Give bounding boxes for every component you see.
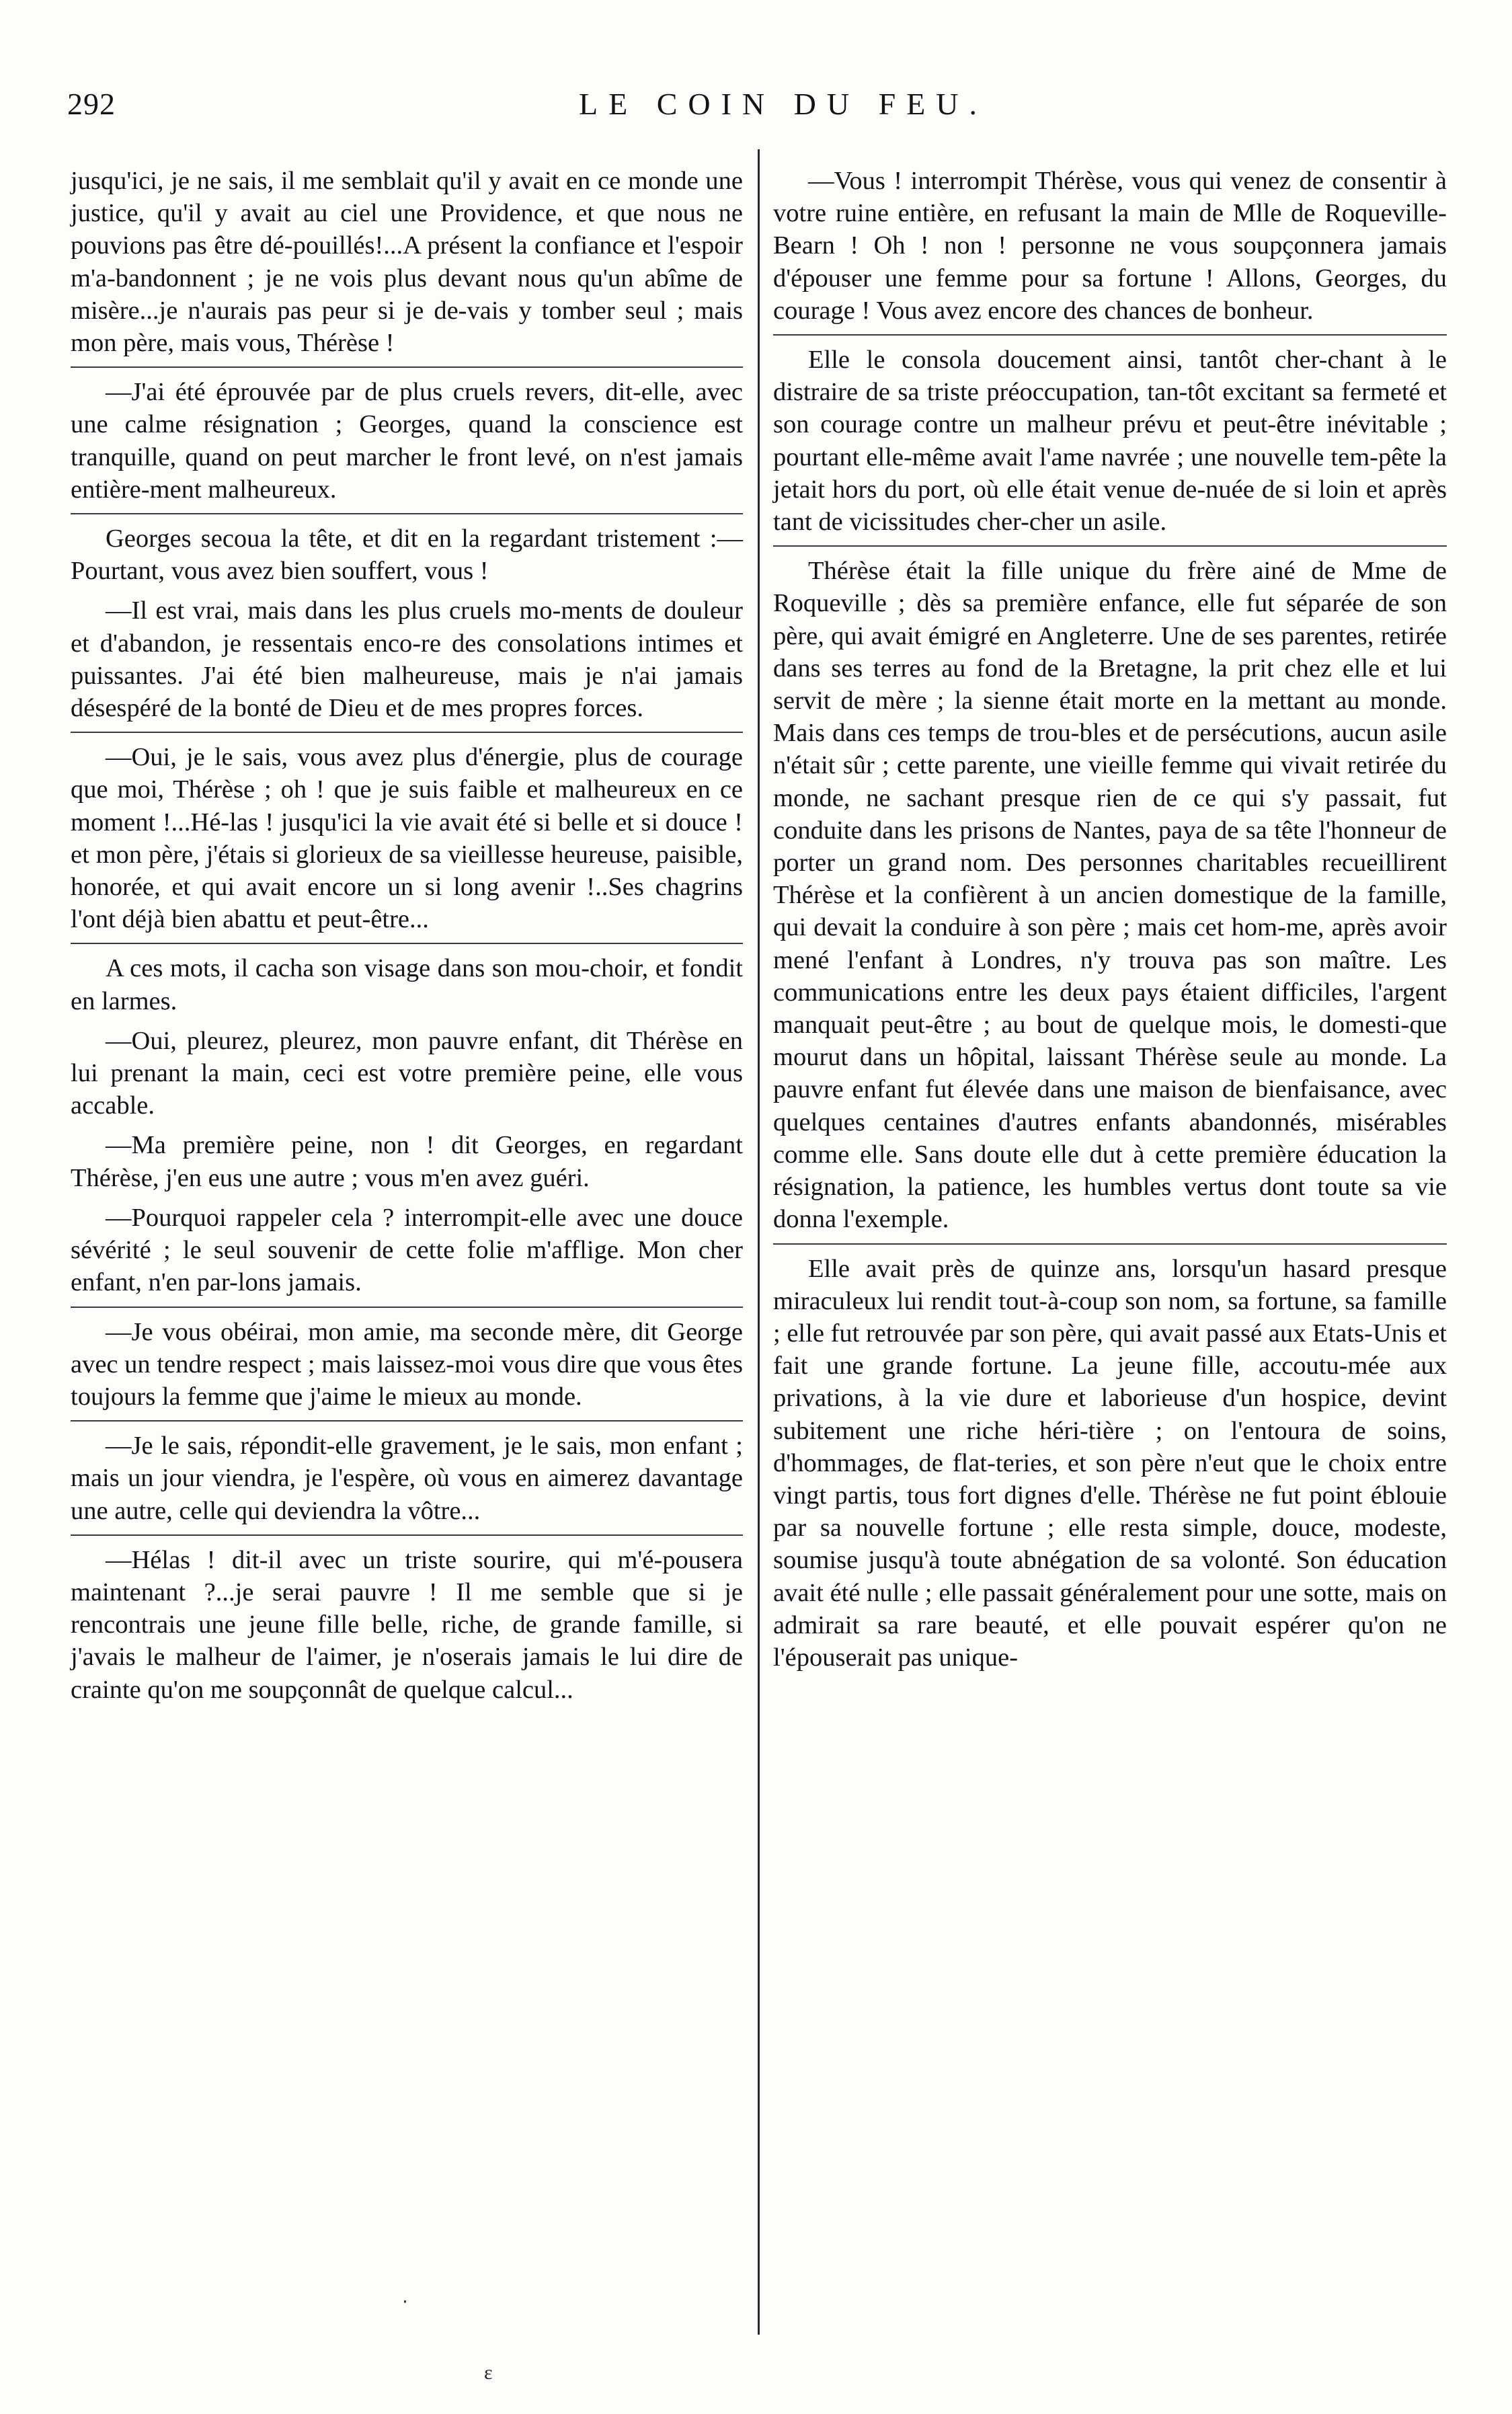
- paragraph: Elle le consola doucement ainsi, tantôt cher-chant à le distraire de sa triste préoccupation, tan-tôt excitant sa fermeté et son courage contre un malheur prévu et peut-être inévitable ; pourtant elle-même avait l'ame navrée ; une nouvelle tem-pête la jetait hors du port, où elle était venue de-nuée de si loin et après tant de vicissitudes cher-cher un asile.: [773, 334, 1447, 538]
- running-title: LE COIN DU FEU.: [579, 87, 988, 121]
- paragraph: Elle avait près de quinze ans, lorsqu'un hasard presque miraculeux lui rendit tout-à-coup son nom, sa fortune, sa famille ; elle fut retrouvée par son père, qui avait passé aux Etats-Unis et fait une grande fortune. La jeune fille, accoutu-mée aux privations, à la vie dure et laborieuse d'un hospice, devint subitement une riche héri-tière ; on l'entoura de soins, d'hommages, de flat-teries, et son père n'eut que le choix entre vingt partis, tous fort dignes d'elle. Thérèse ne fut point éblouie par sa nouvelle fortune ; elle resta simple, douce, modeste, soumise jusqu'à toute abnégation de sa volonté. Son éducation avait été nulle ; elle passait généralement pour une sotte, mais on admirait sa rare beauté, et elle pouvait espérer qu'on ne l'épouserait pas unique-: [773, 1243, 1447, 1674]
- paragraph: Georges secoua la tête, et dit en la regardant tristement :—Pourtant, vous avez bien souffert, vous !: [71, 513, 743, 587]
- left-column: [71, 165, 743, 1713]
- paragraph: —Je le sais, répondit-elle gravement, je le sais, mon enfant ; mais un jour viendra, je l'espère, où vous en aimerez davantage une autre, celle qui deviendra la vôtre...: [71, 1420, 743, 1527]
- column-divider: [758, 149, 760, 2335]
- paragraph: A ces mots, il cacha son visage dans son mou-choir, et fondit en larmes.: [71, 943, 743, 1017]
- paragraph: —Ma première peine, non ! dit Georges, en regardant Thérèse, j'en eus une autre ; vous m'en avez guéri.: [71, 1131, 743, 1192]
- right-column: [773, 165, 1447, 1681]
- paragraph: —J'ai été éprouvée par de plus cruels revers, dit-elle, avec une calme résignation ; Georges, quand la conscience est tranquille, quand on peut marcher le front levé, on n'est jamais entière-ment malheureux.: [71, 366, 743, 506]
- paragraph: —Il est vrai, mais dans les plus cruels mo-ments de douleur et d'abandon, je ressentais enco-re des consolations intimes et puissantes. J'ai été bien malheureuse, mais je n'ai jamais désespéré de la bonté de Dieu et de mes propres forces.: [71, 596, 743, 723]
- page-number: 292: [67, 87, 116, 121]
- paragraph: —Je vous obéirai, mon amie, ma seconde mère, dit George avec un tendre respect ; mais laissez-moi vous dire que vous êtes toujours la femme que j'aime le mieux au monde.: [71, 1307, 743, 1413]
- paragraph: —Oui, je le sais, vous avez plus d'énergie, plus de courage que moi, Thérèse ; oh ! que je suis faible et malheureux en ce moment !...Hé-las ! jusqu'ici la vie avait été si belle et si douce ! et mon père, j'étais si glorieux de sa vieillesse heureuse, paisible, honorée, et qui avait encore un si long avenir !..Ses chagrins l'ont déjà bien abattu et peut-être...: [71, 732, 743, 935]
- running-head: [67, 86, 1445, 126]
- paragraph: Thérèse était la fille unique du frère ainé de Mme de Roqueville ; dès sa première enfance, elle fut séparée de son père, qui avait émigré en Angleterre. Une de ses parentes, retirée dans ses terres au fond de la Bretagne, la prit chez elle et lui servit de mère ; la sienne était morte en la mettant au monde. Mais dans ces temps de trou-bles et de persécutions, aucun asile n'était sûr ; cette parente, une vieille femme qui vivait retirée du monde, ne sachant presque rien de ce qui s'y passait, fut conduite dans les prisons de Nantes, paya de sa tête l'honneur de porter un grand nom. Des personnes charitables recueillirent Thérèse et la confièrent à un ancien domestique de la famille, qui devait la conduire à son père ; mais cet hom-me, après avoir mené l'enfant à Londres, n'y trouva pas son maître. Les communications entre les deux pays étaient difficiles, l'argent manquait peut-être ; au bout de quelque mois, le domesti-que mourut dans un hôpital, laissant Thérèse seule au monde. La pauvre enfant fut élevée dans une maison de bienfaisance, avec quelques centaines d'autres enfants abandonnés, misérables comme elle. Sans doute elle dut à cette première éducation la résignation, la patience, les humbles vertus dont toute sa vie donna l'exemple.: [773, 545, 1447, 1235]
- paragraph: —Pourquoi rappeler cela ? interrompit-elle avec une douce sévérité ; le seul souvenir de cette folie m'afflige. Mon cher enfant, n'en par-lons jamais.: [71, 1203, 743, 1297]
- signature-mark: ɛ: [484, 2362, 493, 2384]
- paragraph: —Oui, pleurez, pleurez, mon pauvre enfant, dit Thérèse en lui prenant la main, ceci est votre première peine, elle vous accable.: [71, 1026, 743, 1120]
- paragraph: —Hélas ! dit-il avec un triste sourire, qui m'é-pousera maintenant ?...je serai pauvre ! Il me semble que si je rencontrais une jeune fille belle, riche, de grande famille, si j'avais le malheur de l'aimer, je n'oserais jamais le lui dire de crainte qu'on me soupçonnât de quelque calcul...: [71, 1534, 743, 1706]
- paragraph: jusqu'ici, je ne sais, il me semblait qu'il y avait en ce monde une justice, qu'il y avait au ciel une Providence, et que nous ne pouvions pas être dé-pouillés!...A présent la confiance et l'espoir m'a-bandonnent ; je ne vois plus devant nous qu'un abîme de misère...je n'aurais pas peur si je de-vais y tomber seul ; mais mon père, mais vous, Thérèse !: [71, 167, 743, 358]
- paragraph: —Vous ! interrompit Thérèse, vous qui venez de consentir à votre ruine entière, en refusant la main de Mlle de Roqueville-Bearn ! Oh ! non ! personne ne vous soupçonnera jamais d'épouser une femme pour sa fortune ! Allons, Georges, du courage ! Vous avez encore des chances de bonheur.: [773, 167, 1447, 325]
- stray-mark: ‧: [402, 2292, 408, 2313]
